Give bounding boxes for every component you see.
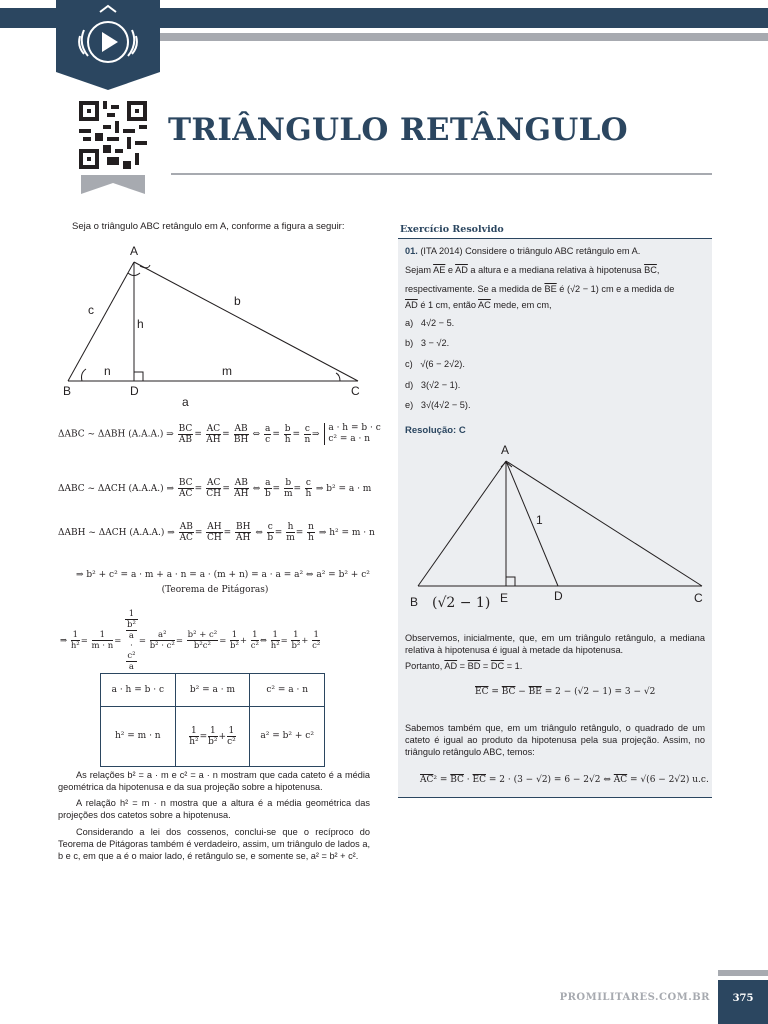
segment-ad: $\overline{AD}$ xyxy=(405,300,418,310)
exercise-be-value: (√2 − 1) cm xyxy=(566,284,614,294)
page-title: TRIÂNGULO RETÂNGULO xyxy=(168,112,628,148)
segment-ac: $\overline{AC}$ xyxy=(478,300,491,310)
exercise-text: é xyxy=(559,284,565,294)
eq1-frac: AH xyxy=(206,434,221,445)
similarity-equation-2: ΔABC ~ ΔACH (A.A.A.) ⇒ $\frac{BC}{AC}$ = $\frac{AC}{CH}$ = $\frac{AB}{AH}$ ⇔ $\frac{a}{b}$ = $\frac{b}{m}$ = $\frac{c}{h}$ ⇒ b² = a · m xyxy=(58,478,372,499)
fig2-label-c: C xyxy=(694,591,703,605)
eq2-result: ⇒ b² = a · m xyxy=(315,484,372,494)
eq1-frac: BC xyxy=(178,423,193,434)
table-frac: 1 xyxy=(209,725,216,736)
eq2-frac: CH xyxy=(206,489,222,499)
pythagoras-caption: (Teorema de Pitágoras) xyxy=(161,585,269,595)
eq5-frac: b² xyxy=(230,641,239,651)
paragraph-1: As relações b² = a · m e c² = a · n mostram que cada cateto é a média geométrica da hipotenusa e da sua projeção sobre a hipotenusa. xyxy=(58,770,370,792)
paragraph-2: A relação h² = m · n mostra que a altura é a média geométrica das projeções dos catetos sobre a hipotenusa. xyxy=(58,798,370,820)
title-divider xyxy=(171,173,712,175)
eq5-frac: 1 xyxy=(313,630,319,640)
eq2-frac: c xyxy=(305,478,311,488)
footer-page-stripe xyxy=(718,970,768,976)
exercise-line-2 xyxy=(405,262,659,279)
qr-code-icon xyxy=(79,101,147,169)
exercise-triangle-figure xyxy=(400,440,712,616)
eq5-frac: b² xyxy=(127,620,136,630)
table-row xyxy=(101,674,325,707)
eq2-frac: h xyxy=(305,489,312,499)
eq5-frac: h² xyxy=(270,641,280,651)
option-key: a) xyxy=(405,318,414,328)
segment-ae: $\overline{AE}$ xyxy=(433,265,446,275)
segment-ac: $\overline{AC}$ xyxy=(420,775,434,785)
eq3-lhs: ΔABH ~ ΔACH (A.A.A.) ⇒ xyxy=(58,528,175,538)
exercise-text: e xyxy=(447,265,454,275)
option-d xyxy=(405,380,460,390)
eq1-frac: c xyxy=(304,423,310,434)
fig2-label-a: A xyxy=(501,443,510,457)
option-value: √(6 − 2√2). xyxy=(420,359,465,369)
eq3-frac: AB xyxy=(179,522,193,532)
table-cell: a · h = b · c xyxy=(101,674,176,707)
exercise-text: Sejam xyxy=(405,265,432,275)
solution-text: = 2 · (3 − √2) = 6 − 2√2 ⇔ xyxy=(488,775,611,785)
eq2-frac: b xyxy=(285,478,292,488)
option-value: 3 − √2. xyxy=(420,338,450,348)
eq3-frac: b xyxy=(267,533,274,543)
fig-label-a-side: a xyxy=(182,395,189,409)
fig-label-d-vertex: D xyxy=(130,384,139,398)
table-cell: $\frac{1}{\text{h²}}$ = $\frac{1}{\text{b²}}$ + $\frac{1}{\text{c²}}$ xyxy=(175,706,250,766)
exercise-heading: Exercício Resolvido xyxy=(400,224,504,235)
qr-flag-icon xyxy=(81,175,145,194)
solution-paragraph-2: Sabemos também que, em um triângulo retângulo, o quadrado de um cateto é igual ao produto da hipotenusa pela sua projeção. Assim, no triângulo retângulo ABC, temos: xyxy=(405,723,705,757)
segment-ad: $\overline{AD}$ xyxy=(444,661,458,671)
exercise-line-1 xyxy=(405,243,705,260)
similarity-equation-1: ΔABC ~ ΔABH (A.A.A.) ⇒ $\frac{BC}{AB}$ = $\frac{AC}{AH}$ = $\frac{AB}{BH}$ ⇔ $\frac{a}{c}$ = $\frac{b}{h}$ = $\frac{c}{n}$ ⇒ a · h = b · c c² = a · n xyxy=(58,423,381,445)
eq2-frac: AC xyxy=(206,478,221,488)
table-frac: 1 xyxy=(228,725,235,736)
eq1-frac: b xyxy=(284,423,291,434)
option-b xyxy=(405,338,449,348)
reciprocal-equation: ⇒ $\frac{1}{\text{h²}}$ = $\frac{1}{m \cdot n}$ = 1 b² a · c² a = $\frac{\text{a²}}{\text{b² · c²}}$ = $\frac{\text{b² + c²}}{\text{b²c²}}$ = $\frac{1}{\text{b²}}$ + $\frac{1}{\text{c²}}$ ⇔ $\frac{1}{\text{h²}}$ = $\frac{1}{\text{b²}}$ + $\frac{1}{\text{c²}}$ xyxy=(60,609,321,672)
eq1-lhs: ΔABC ~ ΔABH (A.A.A.) ⇒ xyxy=(58,429,174,440)
eq5-frac: a xyxy=(128,662,134,672)
exercise-text: respectivamente. Se a medida de xyxy=(405,284,542,294)
eq2-frac: b xyxy=(264,489,271,499)
option-key: c) xyxy=(405,359,413,369)
eq5-frac: b² + c² xyxy=(187,630,218,640)
intro-text: Seja o triângulo ABC retângulo em A, conforme a figura a seguir: xyxy=(72,221,345,232)
eq3-result: ⇒ h² = m · n xyxy=(318,528,375,538)
eq2-frac: AC xyxy=(179,489,193,499)
eq1-frac: BH xyxy=(233,434,249,445)
eq1-frac: c xyxy=(265,434,271,445)
segment-ec: $\overline{EC}$ xyxy=(475,687,489,697)
exercise-text: é 1 cm, então xyxy=(420,300,476,310)
eq5-frac: c² xyxy=(250,641,259,651)
option-value: 3√(4√2 − 5). xyxy=(420,400,471,410)
eq5-frac: 1 xyxy=(272,630,278,640)
exercise-line-3 xyxy=(405,281,674,298)
eq3-frac: m xyxy=(286,533,295,543)
pythagoras-equation: ⇒ b² + c² = a · m + a · n = a · (m + n) = a · a = a² ⇔ a² = b² + c² xyxy=(76,570,370,580)
solution-text: = 1. xyxy=(506,661,523,671)
eq1-frac: AC xyxy=(206,423,221,434)
option-a xyxy=(405,318,454,328)
table-cell: h² = m · n xyxy=(101,706,176,766)
eq2-frac: a xyxy=(265,478,271,488)
play-badge-icon xyxy=(56,0,160,90)
exercise-text: mede, em cm, xyxy=(493,300,552,310)
table-frac: 1 xyxy=(191,725,197,736)
eq2-frac: m xyxy=(283,489,293,499)
relations-table xyxy=(100,673,325,767)
fig2-label-e: E xyxy=(500,591,509,605)
eq1-frac: h xyxy=(284,434,291,445)
solution-text: Portanto, xyxy=(405,661,443,671)
resolution-heading: Resolução: C xyxy=(405,425,466,436)
fig-label-a-vertex: A xyxy=(130,244,139,258)
fig2-label-d: D xyxy=(554,589,563,603)
table-cell: c² = a · n xyxy=(250,674,325,707)
exercise-number: 01. xyxy=(405,246,418,256)
segment-ad: $\overline{AD}$ xyxy=(455,265,468,275)
eq5-frac: c² xyxy=(312,641,321,651)
eq1-frac: AB xyxy=(234,423,248,434)
eq3-frac: CH xyxy=(207,533,222,543)
eq3-frac: h xyxy=(287,522,294,532)
eq2-frac: BC xyxy=(178,478,193,488)
exercise-text: , xyxy=(656,265,660,275)
eq5-frac: 1 xyxy=(293,630,299,640)
eq3-frac: AH xyxy=(236,533,251,543)
eq5-frac: a² xyxy=(150,630,175,641)
table-cell: b² = a · m xyxy=(175,674,250,707)
option-key: b) xyxy=(405,338,414,348)
segment-be: $\overline{BE}$ xyxy=(544,284,557,294)
header-stripe-gray xyxy=(160,33,768,41)
option-key: d) xyxy=(405,380,414,390)
exercise-text: a altura e a mediana relativa à hipotenusa xyxy=(470,265,642,275)
table-frac: b² xyxy=(208,736,218,747)
eq5-start: ⇒ xyxy=(60,636,68,646)
eq5-frac: h² xyxy=(70,641,80,651)
segment-ac: $\overline{AC}$ xyxy=(613,775,628,785)
eq1-arrow: ⇔ xyxy=(252,429,261,440)
eq1-frac: n xyxy=(304,434,311,445)
fig-label-b-vertex: B xyxy=(63,384,72,398)
solution-equation-ec: $\overline{EC} = \overline{BC} - \overline{BE} = 2 - (√2 - 1) = 3 - √2$ xyxy=(475,687,656,697)
segment-dc: $\overline{DC}$ xyxy=(490,661,505,671)
fig-label-m: m xyxy=(222,364,232,378)
eq5-frac: 1 xyxy=(231,630,238,640)
right-triangle-figure xyxy=(60,242,370,412)
eq1-frac: a xyxy=(264,423,271,434)
exercise-line-4 xyxy=(405,297,552,314)
table-frac: h² xyxy=(189,736,199,747)
segment-bd: $\overline{BD}$ xyxy=(467,661,481,671)
eq5-frac: a xyxy=(128,631,134,641)
option-key: e) xyxy=(405,400,414,410)
eq3-frac: h xyxy=(308,533,314,543)
eq2-frac: AH xyxy=(234,489,249,499)
eq3-frac: n xyxy=(308,522,314,532)
eq5-frac: 1 xyxy=(252,630,258,640)
eq5-frac: m · n xyxy=(91,641,114,651)
eq5-frac: b²c² xyxy=(193,641,211,651)
option-c xyxy=(405,359,465,369)
header-stripe-right xyxy=(160,8,768,28)
table-row xyxy=(101,706,325,766)
solution-equation-ac: $\overline{AC}^2 = \overline{BC} \cdot \overline{EC} = 2 \cdot (3 - √2) = 6 - 2√2$ ⇔ $\overline{AC} = √(6 - 2√2)$ u.c. xyxy=(420,775,709,785)
eq5-frac: b² xyxy=(291,641,301,651)
exercise-text: e a medida de xyxy=(616,284,675,294)
solution-text: = 2 − (√2 − 1) = 3 − √2 xyxy=(544,687,656,697)
eq3-frac: AH xyxy=(207,522,222,532)
header-stripe-left xyxy=(0,8,56,28)
eq5-frac: 1 xyxy=(125,609,138,620)
segment-be: $\overline{BE}$ xyxy=(528,687,542,697)
footer-site: PROMILITARES.COM.BR xyxy=(559,992,710,1003)
fig-label-h: h xyxy=(137,317,144,331)
eq2-lhs: ΔABC ~ ΔACH (A.A.A.) ⇒ xyxy=(58,484,175,494)
segment-bc: $\overline{BC}$ xyxy=(644,265,657,275)
paragraph-3: Considerando a lei dos cossenos, conclui-se que o recíproco do Teorema de Pitágoras também é verdadeiro, assim, um triângulo de lados a, b e c, em que a é o maior lado, é retângulo se, e somente se, a² = b² + c². xyxy=(58,827,370,861)
table-frac: c² xyxy=(227,736,236,747)
fig-label-c-side: c xyxy=(88,303,94,317)
eq1-result-2: c² = a · n xyxy=(328,434,370,444)
fig-label-n: n xyxy=(104,364,111,378)
segment-ec: $\overline{EC}$ xyxy=(472,775,486,785)
fig2-label-be: (√2 − 1) xyxy=(432,595,491,611)
eq5-frac: c² xyxy=(127,651,136,661)
eq1-result-1: a · h = b · c xyxy=(328,423,381,433)
option-value: 4√2 − 5. xyxy=(420,318,455,328)
exercise-statement: (ITA 2014) Considere o triângulo ABC retângulo em A. xyxy=(420,246,641,256)
fig2-label-one: 1 xyxy=(536,513,543,527)
eq5-frac: 1 xyxy=(72,630,78,640)
solution-paragraph-1b: Portanto, $\overline{AD} = \overline{BD} = \overline{DC} = 1$. xyxy=(405,661,523,671)
eq3-frac: BH xyxy=(236,522,251,532)
fig-label-b-side: b xyxy=(234,294,241,308)
solution-paragraph-1: Observemos, inicialmente, que, em um triângulo retângulo, a mediana relativa à hipotenusa é igual à metade da hipotenusa. xyxy=(405,633,705,655)
eq2-frac: AB xyxy=(234,478,248,488)
option-e xyxy=(405,400,471,410)
table-cell: a² = b² + c² xyxy=(250,706,325,766)
option-value: 3(√2 − 1). xyxy=(420,380,461,390)
eq5-frac: 1 xyxy=(92,630,114,641)
eq3-frac: AC xyxy=(179,533,193,543)
similarity-equation-3: ΔABH ~ ΔACH (A.A.A.) ⇒ $\frac{AB}{AC}$ = $\frac{AH}{CH}$ = $\frac{BH}{AH}$ ⇔ $\frac{c}{b}$ = $\frac{h}{m}$ = $\frac{n}{h}$ ⇒ h² = m · n xyxy=(58,522,375,543)
eq1-frac: AB xyxy=(178,434,193,445)
eq3-frac: c xyxy=(267,522,273,532)
eq5-frac: b² · c² xyxy=(149,641,175,651)
fig-label-c-vertex: C xyxy=(351,384,360,398)
page-number: 375 xyxy=(732,993,754,1004)
solution-text: = √(6 − 2√2) u.c. xyxy=(630,775,709,785)
fig2-label-b: B xyxy=(410,595,419,609)
segment-bc: $\overline{BC}$ xyxy=(450,775,464,785)
segment-bc: $\overline{BC}$ xyxy=(501,687,516,697)
